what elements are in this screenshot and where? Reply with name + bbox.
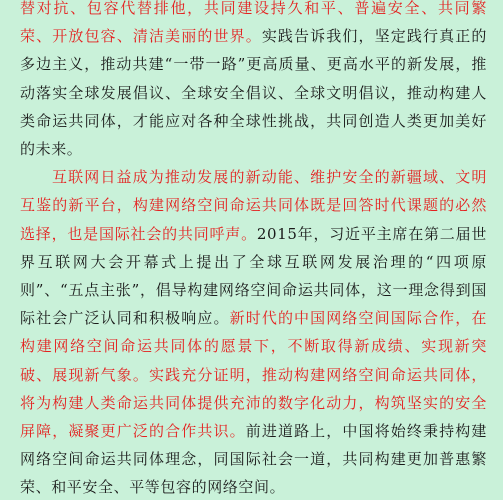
emphasized-text: 替对抗、包容代替排他，共同建设持久和平、普遍安全、共同繁荣、开放包容、清洁美丽的世界。 [20, 0, 487, 46]
body-text: 实践告诉我们，坚定践行真正的多边主义，推动共建“一带一路”更高质量、更高水平的新发展，推动落实全球发展倡议、全球安全倡议、全球文明倡议，推动构建人类命运共同体，才能应对各种全球性挑战，共同创造人类更加美好的未来。 [20, 27, 487, 159]
body-text: 2015年，习近平主席在第二届世界互联网大会开幕式上提出了全球互联网发展治理的“四项原则”、“五点主张”，倡导构建网络空间命运共同体，这一理念得到国际社会广泛认同和积极响应。 [20, 224, 487, 328]
body-text: 前进道路上，中国将始终秉持构建网络空间命运共同体理念，同国际社会一道，共同构建更加普惠繁荣、和平安全、平等包容的网络空间。 [20, 422, 487, 497]
emphasized-text: 新时代的中国网络空间国际合作，在构建网络空间命运共同体的愿景下，不断取得新成绩、实现新突破、展现新气象。实践充分证明，推动构建网络空间命运共同体，将为构建人类命运共同体提供充沛的数字化动力，构筑坚实的安全屏障，凝聚更广泛的合作共识。 [20, 309, 487, 441]
emphasized-text: 互联网日益成为推动发展的新动能、维护安全的新疆域、文明互鉴的新平台，构建网络空间命运共同体既是回答时代课题的必然选择，也是国际社会的共同呼声。 [20, 168, 487, 243]
paragraph-2 [20, 163, 487, 500]
paragraph-1 [20, 0, 487, 163]
